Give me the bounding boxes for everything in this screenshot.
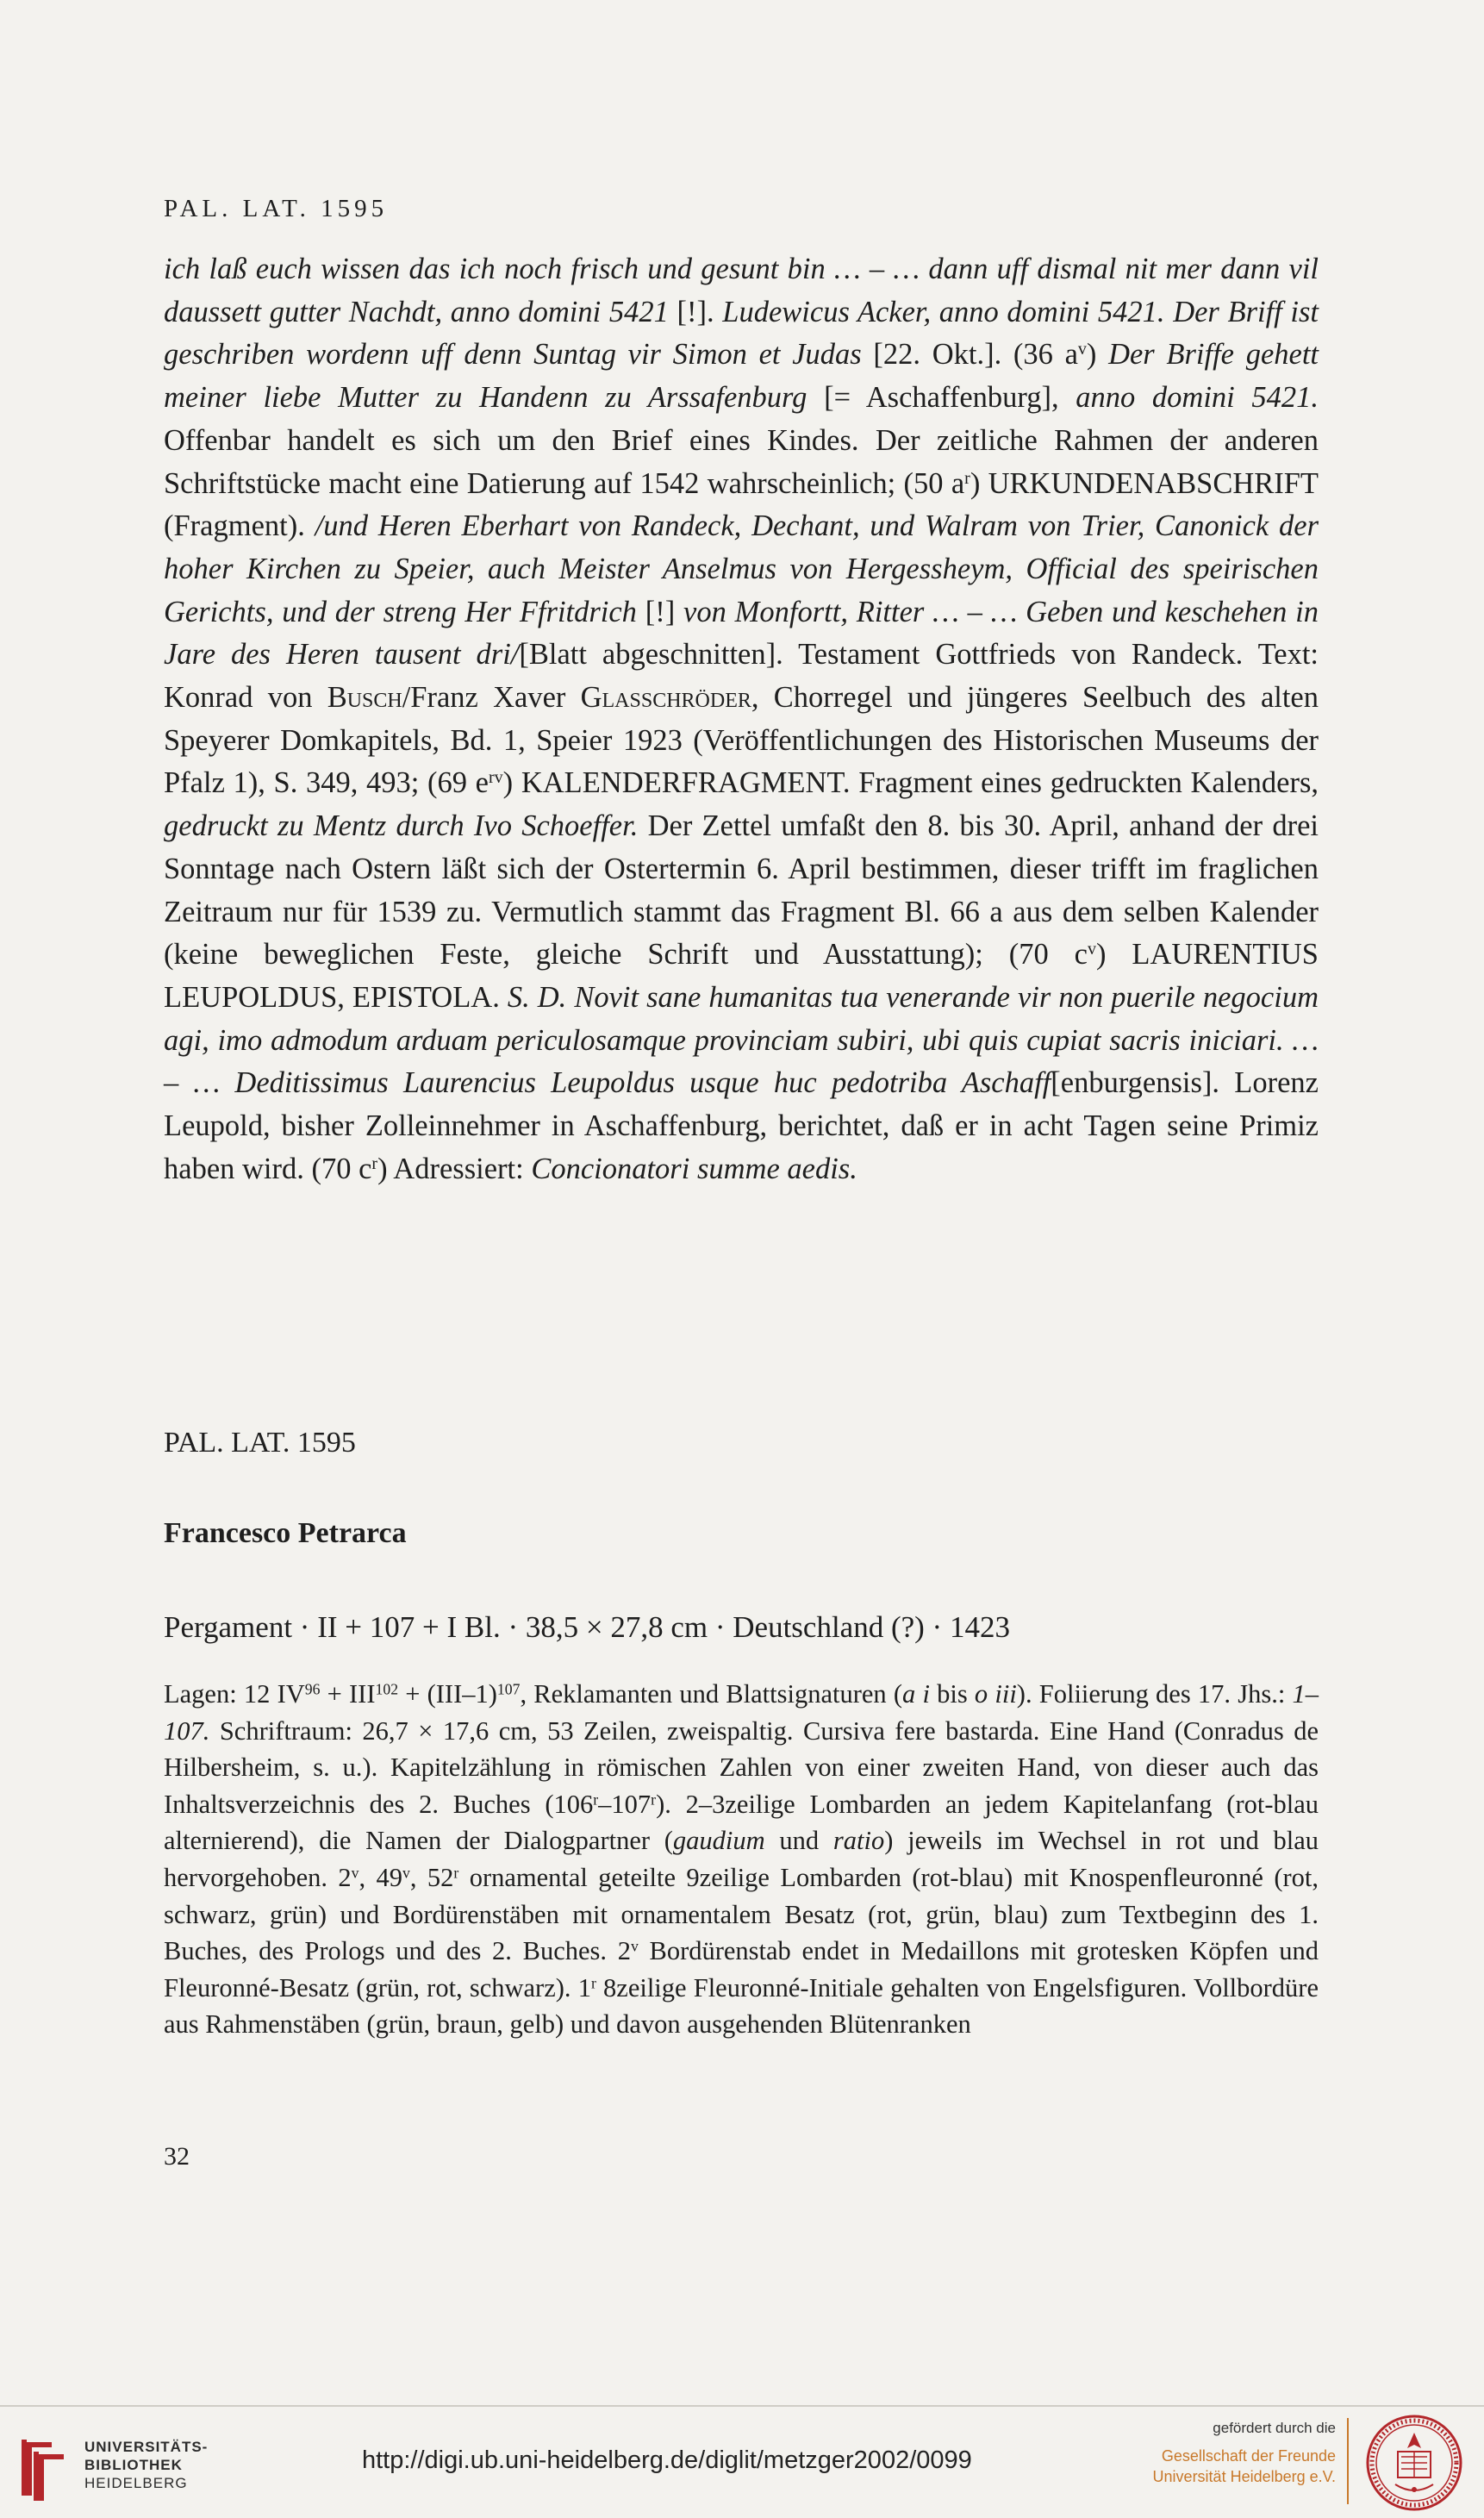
text-run: und [764, 1826, 833, 1856]
university-seal-icon[interactable] [1365, 2414, 1463, 2512]
page-number: 32 [164, 2142, 190, 2171]
description-paragraph [164, 1676, 1319, 2043]
text-run: [22. Okt.]. (36 a [861, 338, 1078, 372]
text-run: –107 [598, 1789, 652, 1819]
italic-text-run: gedruckt zu Mentz durch Ivo Schoeffer. [164, 809, 639, 843]
text-run: ) LAURENTIUS LEUPOLDUS, EPISTOLA. [164, 938, 1319, 1014]
italic-text-run: a i [902, 1679, 930, 1709]
italic-text-run: anno domini 5421. [1076, 381, 1319, 415]
sponsor-intro: gefördert durch die [1213, 2420, 1336, 2436]
italic-text-run: o iii [974, 1679, 1017, 1709]
text-run: Schriftraum: 26,7 × 17,6 cm, 53 Zeilen, zweispaltig. Cursiva fere bastarda. Eine Hand (Conradus de Hilbersheim, s. u.). Kapitelzählung in römischen Zahlen von einer zweiten Hand, von dieser auch das Inhaltsverzeichnis des 2. Buches (106 [164, 1715, 1319, 1819]
sponsor-line-2: Universität Heidelberg e.V. [1152, 2468, 1336, 2485]
superscript: v [351, 1864, 359, 1882]
author-heading: Francesco Petrarca [164, 1517, 407, 1549]
italic-text-run: 1–107. [164, 1679, 1319, 1746]
text-run: ) Adressiert: [377, 1152, 532, 1185]
superscript: v [1088, 940, 1096, 959]
superscript: 96 [304, 1680, 321, 1698]
footer-divider [0, 2405, 1484, 2407]
section-label: PAL. LAT. 1595 [164, 1427, 356, 1459]
text-run: [Blatt abgeschnitten]. Testament Gottfrieds von Randeck. Text: Konrad von [164, 638, 1319, 715]
main-text [164, 248, 1319, 1190]
text-run: , Reklamanten und Blattsignaturen ( [520, 1679, 903, 1709]
codicological-description [164, 1676, 1319, 2043]
italic-text-run: S. D. Novit sane humanitas tua venerande vir non puerile negocium agi, imo admodum arduam periculosamque provinciam subiri, ubi quis cupiat sacris iniciari. … – … Deditissimus Laurencius Leupoldus usque huc pedotriba Aschaff [164, 980, 1319, 1100]
text-run: + III [320, 1679, 376, 1709]
ub-heidelberg-logo-icon[interactable] [17, 2433, 78, 2502]
superscript: v [402, 1864, 410, 1882]
library-name [84, 2438, 208, 2492]
sponsor-line-1: Gesellschaft der Freunde [1161, 2447, 1336, 2465]
superscript: r [593, 1790, 599, 1809]
library-line-2: BIBLIOTHEK [84, 2457, 183, 2473]
text-run: ) jeweils im Wechsel in rot und blau hervorgehoben. 2 [164, 1826, 1319, 1892]
text-run: 8zeilige Fleuronné-Initiale gehalten von Engelsfiguren. Vollbordüre aus Rahmenstäben (grün, braun, gelb) und davon ausgehenden Blütenranken [164, 1972, 1319, 2040]
text-run: ) URKUNDENABSCHRIFT (Fragment). [164, 466, 1319, 543]
italic-text-run: ich laß euch wissen das ich noch frisch und gesunt bin … – … dann uff dismal nit mer dann vil daussett gutter Nachdt, anno domini 5421 [164, 253, 1319, 328]
text-run: [= Aschaffenburg], [807, 381, 1076, 415]
small-caps-name: Glasschröder [580, 681, 751, 715]
text-run: Bordürenstab endet in Medaillons mit grotesken Köpfen und Fleuronné-Besatz (grün, rot, schwarz). 1 [164, 1936, 1319, 2003]
superscript: r [453, 1864, 459, 1882]
library-line-3: HEIDELBERG [84, 2475, 188, 2491]
small-caps-name: Busch [327, 681, 402, 715]
superscript: 107 [496, 1680, 521, 1698]
sponsor-divider [1347, 2418, 1349, 2504]
text-run: [!] [636, 595, 684, 628]
text-run: ) KALENDERFRAGMENT. Fragment eines gedruckten Kalenders, [502, 766, 1319, 800]
superscript: r [590, 1974, 596, 1992]
text-run: Offenbar handelt es sich um den Brief eines Kindes. Der zeitliche Rahmen der anderen Schriftstücke macht eine Datierung auf 1542 wahrscheinlich; (50 a [164, 423, 1319, 500]
italic-text-run: gaudium [672, 1826, 765, 1856]
superscript: r [371, 1153, 378, 1173]
library-line-1: UNIVERSITÄTS- [84, 2439, 209, 2455]
italic-text-run: von Monfortt, Ritter … – … Geben und keschehen in Jare des Heren tausent dri/ [164, 595, 1319, 672]
superscript: 102 [375, 1680, 399, 1698]
italic-text-run: ratio [832, 1826, 885, 1856]
physical-description: Pergament · II + 107 + I Bl. · 38,5 × 27,8 cm · Deutschland (?) · 1423 [164, 1610, 1010, 1644]
text-run: ). Foliierung des 17. Jhs.: [1016, 1679, 1293, 1709]
text-run: ). 2–3zeilige Lombarden an jedem Kapitelanfang (rot-blau alternierend), die Namen der Dialogpartner ( [164, 1789, 1319, 1856]
text-run: ornamental geteilte 9zeilige Lombarden (rot-blau) mit Knospenfleuronné (rot, schwarz, grün) und Bordürenstäben mit ornamentalem Besatz (rot, grün, blau) zum Textbeginn des 1. Buches, des Prologs und des 2. Buches. 2 [164, 1862, 1319, 1966]
italic-text-run: Concionatori summe aedis. [531, 1152, 857, 1185]
sponsor-block [1129, 2420, 1336, 2487]
text-run: Lagen: 12 IV [164, 1679, 305, 1709]
text-run: , 52 [409, 1862, 454, 1892]
italic-text-run: /und Heren Eberhart von Randeck, Dechant, und Walram von Trier, Canonick der hoher Kirchen zu Speier, auch Meister Anselmus von Hergessheym, Official des speirischen Gerichts, und der streng Her Ffritdrich [164, 509, 1319, 628]
text-run: bis [929, 1679, 975, 1709]
text-run: ) [1086, 338, 1109, 372]
permalink-url[interactable]: http://digi.ub.uni-heidelberg.de/diglit/metzger2002/0099 [362, 2446, 972, 2474]
text-run: /Franz Xaver [402, 681, 581, 715]
main-paragraph [164, 248, 1319, 1190]
italic-text-run: Der Briffe gehett meiner liebe Mutter zu Handenn zu Arssafenburg [164, 338, 1319, 415]
text-run: , 49 [359, 1862, 403, 1892]
superscript: v [1077, 340, 1087, 359]
superscript: v [630, 1937, 639, 1955]
superscript: rv [489, 768, 503, 788]
text-run: + (III–1) [398, 1679, 497, 1709]
text-run: Der Zettel umfaßt den 8. bis 30. April, anhand der drei Sonntage nach Ostern läßt sich der Ostertermin 6. April bestimmen, dieser trifft im fraglichen Zeitraum nur für 1539 zu. Vermutlich stammt das Fragment Bl. 66 a aus dem selben Kalender (keine beweglichen Feste, gleiche Schrift und Ausstattung); (70 c [164, 809, 1319, 972]
superscript: r [964, 468, 970, 488]
superscript: r [651, 1790, 657, 1809]
text-run: [!]. [668, 295, 723, 328]
text-run: , Chorregel und jüngeres Seelbuch des alten Speyerer Domkapitels, Bd. 1, Speier 1923 (Veröffentlichungen des Historischen Museums der Pfalz 1), S. 349, 493; (69 e [164, 681, 1319, 800]
italic-text-run: Ludewicus Acker, anno domini 5421. Der Briff ist geschriben wordenn uff denn Suntag vir Simon et Judas [164, 295, 1319, 372]
text-run: [enburgensis]. Lorenz Leupold, bisher Zolleinnehmer in Aschaffenburg, berichtet, daß er in acht Tagen seine Primiz haben wird. (70 c [164, 1066, 1319, 1185]
running-head: PAL. LAT. 1595 [164, 195, 389, 222]
